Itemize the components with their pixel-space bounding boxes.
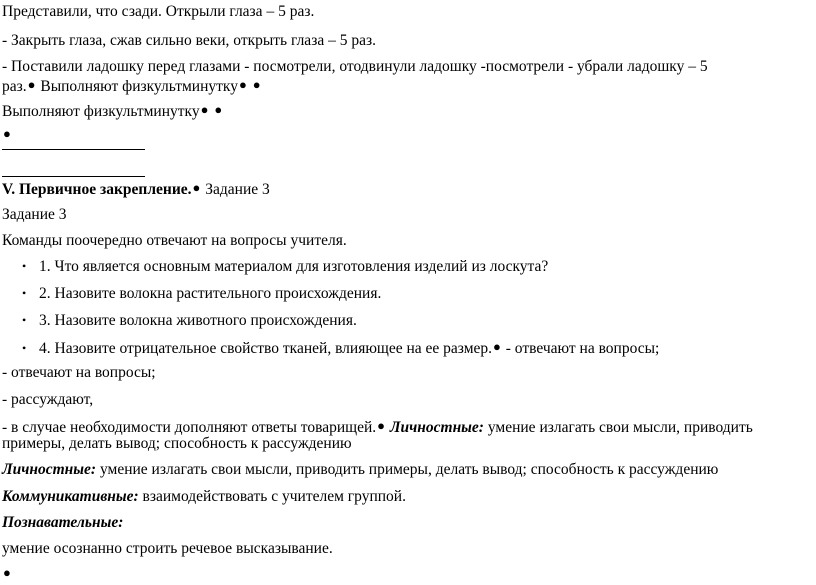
text-fragment: Задание 3 [201, 181, 270, 198]
text-line [2, 563, 12, 584]
question-text: 2. Назовите волокна растительного происхождения. [39, 285, 382, 302]
text-line: Представили, что сзади. Открыли глаза – 5 раз. [2, 3, 315, 20]
text-fragment: - в случае необходимости дополняют ответы товарищей. [2, 419, 377, 436]
bullet-dot-icon: ● [3, 126, 11, 141]
bullet-dot-icon: ● [252, 77, 261, 92]
question-text: 3. Назовите волокна животного происхождения. [39, 312, 357, 329]
list-bullet-icon: • [22, 313, 27, 327]
text-line [2, 100, 223, 121]
text-line: - Поставили ладошку перед глазами - посмотрели, отодвинули ладошку -посмотрели - убрали ладошку – 5 [2, 58, 708, 75]
section-heading: V. Первичное закрепление. [2, 181, 192, 198]
horizontal-rule [2, 176, 145, 177]
text-line: - отвечают на вопросы; [2, 364, 156, 381]
text-line: - рассуждают, [2, 391, 94, 408]
list-item [22, 257, 548, 276]
text-fragment: умение излагать свои мысли, приводить [483, 419, 753, 436]
bullet-dot-icon: ● [200, 102, 209, 117]
list-item [22, 337, 659, 358]
bullet-dot-icon: ● [238, 77, 247, 92]
text-fragment: Выполняют физкультминутку [2, 103, 200, 120]
text-fragment: - отвечают на вопросы; [501, 340, 660, 357]
text-line [2, 124, 12, 145]
bullet-dot-icon: ● [27, 77, 36, 92]
text-line: умение осознанно строить речевое высказывание. [2, 540, 333, 557]
personal-label: Личностные: [389, 419, 484, 436]
list-bullet-icon: • [22, 341, 27, 355]
question-text: 4. Назовите отрицательное свойство тканей, влияющее на ее размер. [39, 340, 493, 357]
text-fragment: умение излагать свои мысли, приводить примеры, делать вывод; способность к рассуждению [96, 461, 719, 478]
text-line: примеры, делать вывод; способность к рассуждению [2, 435, 352, 452]
text-line [2, 75, 262, 96]
section-heading-line [2, 178, 270, 199]
text-fragment: раз. [2, 78, 27, 95]
text-line: Задание 3 [2, 206, 67, 223]
list-bullet-icon: • [22, 286, 27, 300]
cognitive-label: Познавательные: [2, 514, 124, 531]
communicative-label: Коммуникативные: [2, 488, 139, 505]
bullet-dot-icon: ● [214, 102, 223, 117]
text-line [2, 460, 718, 479]
text-fragment: взаимодействовать с учителем группой. [138, 488, 406, 505]
list-item [22, 311, 357, 330]
text-line: Команды поочередно отвечают на вопросы учителя. [2, 232, 347, 249]
personal-label: Личностные: [2, 461, 97, 478]
question-text: 1. Что является основным материалом для изготовления изделий из лоскута? [39, 258, 549, 275]
list-item [22, 284, 381, 303]
bullet-dot-icon: ● [192, 180, 201, 195]
bullet-dot-icon: ● [3, 565, 11, 580]
text-line [2, 513, 123, 532]
text-line [2, 487, 406, 506]
text-fragment: Выполняют физкультминутку [36, 78, 238, 95]
list-bullet-icon: • [22, 259, 27, 273]
text-line: - Закрыть глаза, сжав сильно веки, открыть глаза – 5 раз. [2, 32, 376, 49]
bullet-dot-icon: ● [493, 339, 501, 354]
horizontal-rule [2, 149, 145, 150]
bullet-dot-icon: ● [377, 418, 386, 433]
